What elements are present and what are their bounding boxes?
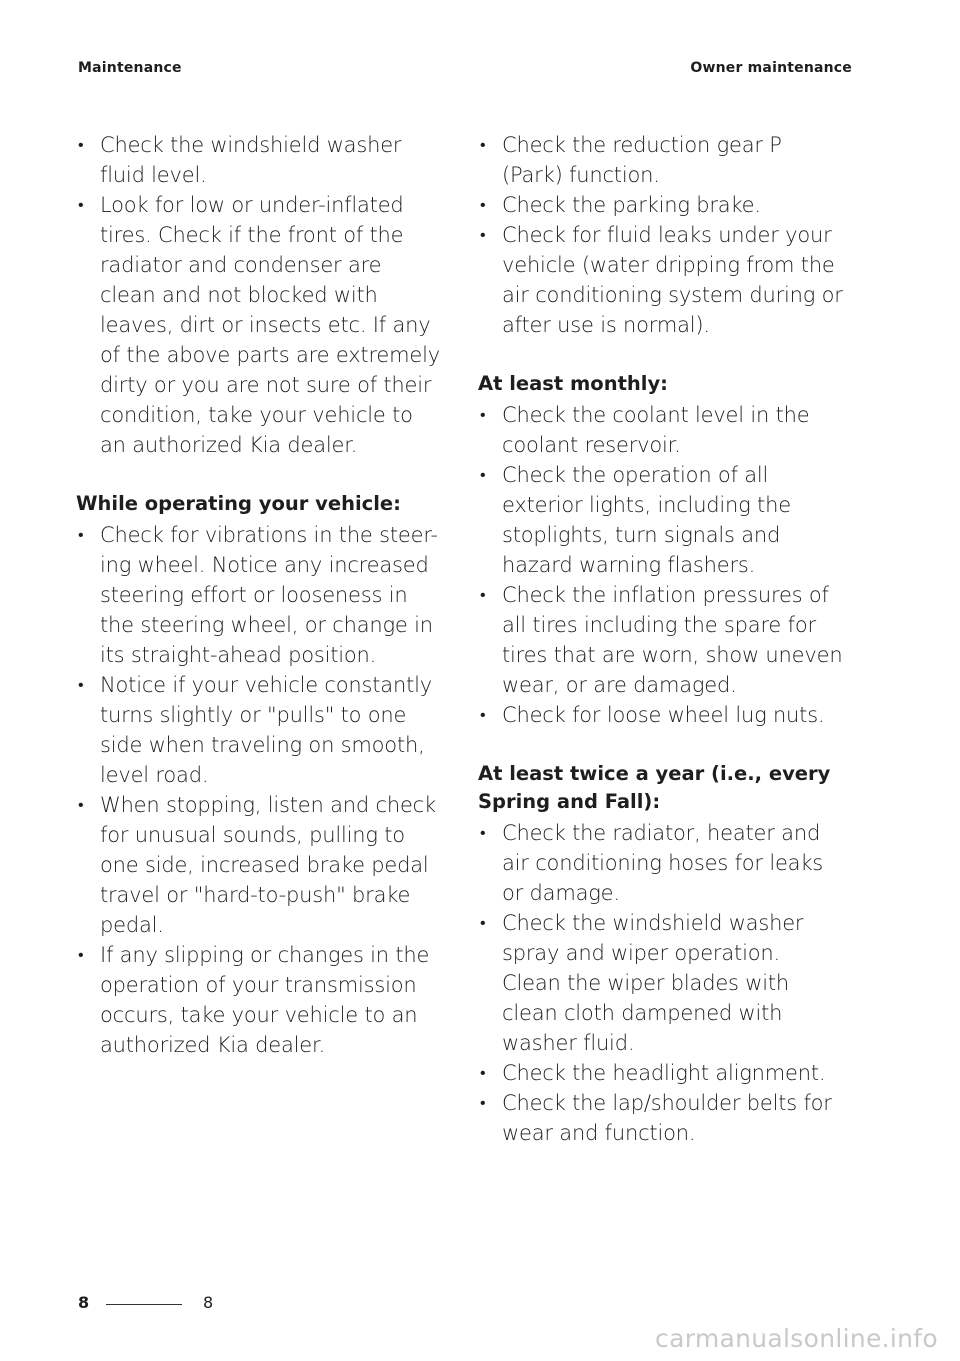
list-item: • Check the windshield washer fluid level. <box>76 130 442 190</box>
left-bullets-operating <box>76 520 442 1060</box>
list-item: • Check the inflation pressures of all tires including the spare for tires that are worn, show uneven wear, or are damaged. <box>478 580 844 700</box>
left-column <box>76 130 442 1060</box>
list-item: • If any slipping or changes in the operation of your transmission occurs, take your vehicle to an authorized Kia dealer. <box>76 940 442 1060</box>
list-item: • Check the windshield washer spray and wiper operation. Clean the wiper blades with clean cloth dampened with washer fluid. <box>478 908 844 1058</box>
chapter-number: 8 <box>78 1293 90 1312</box>
list-item: • Check the reduction gear P (Park) function. <box>478 130 844 190</box>
right-bullets-top <box>478 130 844 340</box>
list-item: • Notice if your vehicle constantly turns slightly or "pulls" to one side when traveling on smooth, level road. <box>76 670 442 790</box>
header-section-title: Maintenance <box>78 60 182 76</box>
heading-twice-yearly: At least twice a year (i.e., every Spring and Fall): <box>478 762 831 813</box>
right-column <box>478 130 844 1148</box>
list-item: • When stopping, listen and check for unusual sounds, pulling to one side, increased brake pedal travel or "hard-to-push" brake pedal. <box>76 790 442 940</box>
list-item: • Check the headlight alignment. <box>478 1058 844 1088</box>
list-item: • Check for loose wheel lug nuts. <box>478 700 844 730</box>
right-bullets-twice <box>478 818 844 1148</box>
list-item: • Look for low or under-inflated tires. Check if the front of the radiator and condenser are clean and not blocked with leaves, dirt or insects etc. If any of the above parts are extremely dirty or you are not sure of their condition, take your vehicle to an authorized Kia dealer. <box>76 190 442 460</box>
watermark-text: carmanualsonline.info <box>655 1324 938 1353</box>
list-item: • Check the coolant level in the coolant reservoir. <box>478 400 844 460</box>
right-bullets-monthly <box>478 400 844 730</box>
left-bullets-top <box>76 130 442 460</box>
list-item: • Check the parking brake. <box>478 190 844 220</box>
heading-while-operating: While operating your vehicle: <box>76 492 401 515</box>
list-item: • Check the lap/shoulder belts for wear and function. <box>478 1088 844 1148</box>
heading-monthly: At least monthly: <box>478 372 668 395</box>
list-item: • Check the operation of all exterior lights, including the stoplights, turn signals and hazard warning flashers. <box>478 460 844 580</box>
list-item: • Check for fluid leaks under your vehicle (water dripping from the air conditioning system during or after use is normal). <box>478 220 844 340</box>
list-item: • Check for vibrations in the steer-ing wheel. Notice any increased steering effort or looseness in the steering wheel, or change in its straight-ahead position. <box>76 520 442 670</box>
page-number: 8 <box>203 1293 214 1312</box>
list-item: • Check the radiator, heater and air conditioning hoses for leaks or damage. <box>478 818 844 908</box>
header-subsection-title: Owner maintenance <box>690 60 852 76</box>
footer-divider <box>106 1304 182 1305</box>
